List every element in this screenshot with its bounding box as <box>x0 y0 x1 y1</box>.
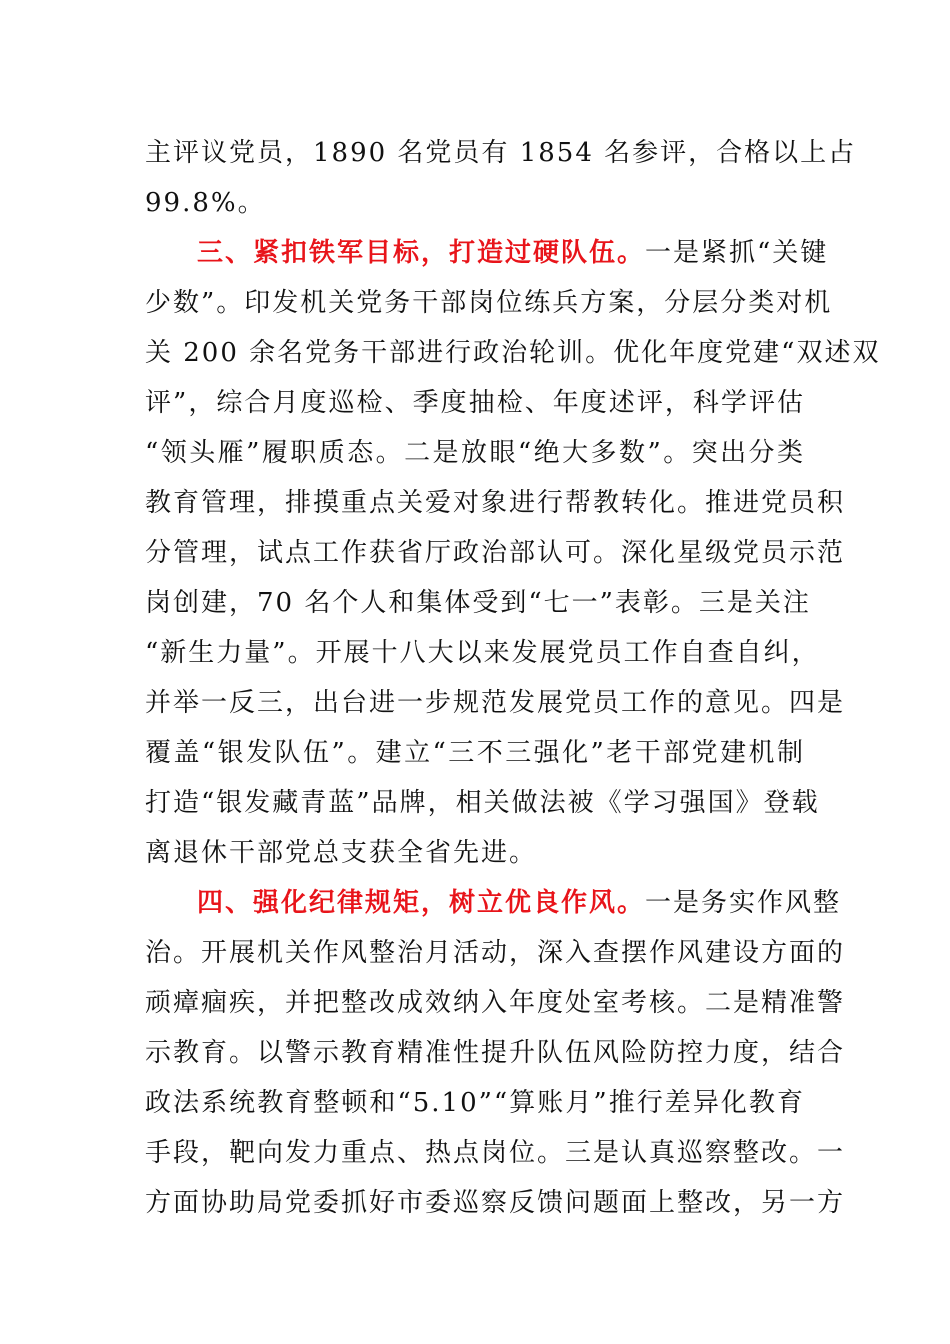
text-line: 打造“银发藏青蓝”品牌，相关做法被《学习强国》登载 <box>145 788 820 818</box>
text-line: 治。开展机关作风整治月活动，深入查摆作风建设方面的 <box>145 938 846 968</box>
text-line: 分管理，试点工作获省厅政治部认可。深化星级党员示范 <box>145 538 846 568</box>
text-line: “领头雁”履职质态。二是放眼“绝大多数”。突出分类 <box>145 438 805 468</box>
text-run: 一是紧抓“关键 <box>645 238 829 268</box>
text-line: 示教育。以警示教育精准性提升队伍风险防控力度，结合 <box>145 1038 846 1068</box>
text-line: 顽瘴痼疾，并把整改成效纳入年度处室考核。二是精准警 <box>145 988 846 1018</box>
text-line: 主评议党员，1890 名党员有 1854 名参评，合格以上占 <box>145 138 857 168</box>
paragraph-continuation <box>145 128 857 228</box>
text-line-first <box>145 878 842 928</box>
text-line: 政法系统教育整顿和“5.10”“算账月”推行差异化教育 <box>145 1088 805 1118</box>
section-heading: 三、紧扣铁军目标，打造过硬队伍。 <box>197 238 646 268</box>
paragraph-section-three <box>145 228 881 878</box>
text-line: 岗创建，70 名个人和集体受到“七一”表彰。三是关注 <box>145 588 811 618</box>
paragraph-section-four <box>145 878 846 1228</box>
text-line: 少数”。印发机关党务干部岗位练兵方案，分层分类对机 <box>145 288 833 318</box>
document-body <box>145 128 881 1228</box>
text-line: “新生力量”。开展十八大以来发展党员工作自查自纠， <box>145 638 820 668</box>
text-line: 离退休干部党总支获全省先进。 <box>145 838 538 868</box>
section-heading: 四、强化纪律规矩，树立优良作风。 <box>197 888 646 918</box>
text-line: 并举一反三，出台进一步规范发展党员工作的意见。四是 <box>145 688 846 718</box>
text-run: 一是务实作风整 <box>645 888 842 918</box>
text-line: 手段，靶向发力重点、热点岗位。三是认真巡察整改。一 <box>145 1138 846 1168</box>
text-line: 教育管理，排摸重点关爱对象进行帮教转化。推进党员积 <box>145 488 846 518</box>
text-line: 覆盖“银发队伍”。建立“三不三强化”老干部党建机制 <box>145 738 805 768</box>
text-line: 99.8%。 <box>145 188 266 218</box>
text-line: 方面协助局党委抓好市委巡察反馈问题面上整改，另一方 <box>145 1188 846 1218</box>
text-line: 关 200 余名党务干部进行政治轮训。优化年度党建“双述双 <box>145 338 881 368</box>
text-line-first <box>145 228 829 278</box>
text-line: 评”，综合月度巡检、季度抽检、年度述评，科学评估 <box>145 388 805 418</box>
